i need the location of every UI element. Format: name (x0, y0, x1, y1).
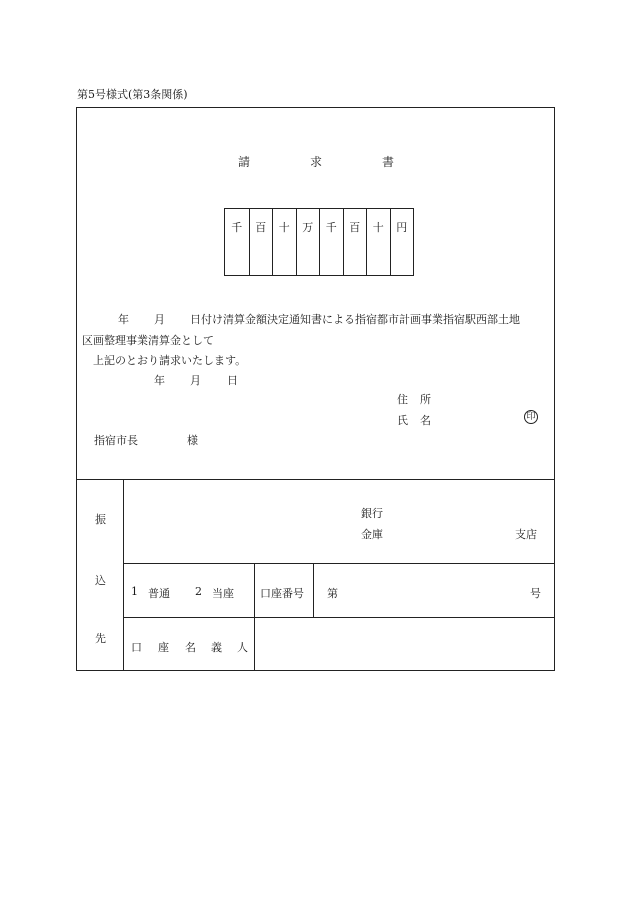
transfer-label-1: 振 (95, 513, 106, 526)
amount-cell-sen[interactable] (319, 209, 343, 275)
unit-label: 千 (231, 221, 243, 234)
section-divider (76, 479, 555, 480)
account-type-divider (254, 563, 255, 671)
form-number-label: 第5号様式(第3条関係) (77, 88, 188, 101)
holder-label-2: 座 (158, 641, 169, 654)
title-char-2: 求 (310, 155, 323, 169)
sign-date-year: 年 (154, 374, 165, 387)
amount-cell-sen-man[interactable] (225, 209, 249, 275)
name-label-1: 氏 (397, 414, 408, 427)
account-type-2-number: 2 (195, 585, 202, 598)
account-number-prefix: 第 (327, 587, 338, 600)
body-line-1: 日付け清算金額決定通知書による指宿都市計画事業指宿駅西部土地 (190, 313, 520, 326)
title-char-3: 書 (382, 155, 395, 169)
unit-label: 百 (255, 221, 267, 234)
holder-label-3: 名 (185, 641, 196, 654)
branch-label: 支店 (515, 528, 537, 541)
unit-label: 十 (278, 221, 290, 234)
address-label-2: 所 (420, 393, 431, 406)
account-holder-field[interactable] (256, 619, 553, 669)
transfer-label-2: 込 (95, 574, 106, 587)
unit-label: 百 (349, 221, 361, 234)
bank-row-divider-1 (123, 563, 555, 564)
amount-cell-en[interactable] (390, 209, 414, 275)
account-type-ordinary[interactable]: 普通 (148, 587, 170, 600)
amount-cell-juu-man[interactable] (272, 209, 296, 275)
title-char-1: 請 (238, 155, 251, 169)
notice-date-month: 月 (154, 313, 165, 326)
notice-date-year: 年 (118, 313, 129, 326)
seal-mark-icon: 印 (524, 410, 538, 424)
unit-label: 千 (325, 221, 337, 234)
unit-label: 円 (396, 221, 408, 234)
amount-grid (224, 208, 414, 276)
sign-date-month: 月 (190, 374, 201, 387)
bank-side-divider (123, 479, 124, 671)
addressee: 指宿市長 (94, 434, 138, 447)
unit-label: 万 (302, 221, 314, 234)
shinkin-label: 金庫 (361, 528, 383, 541)
body-line-3: 上記のとおり請求いたします。 (93, 354, 247, 367)
account-type-current[interactable]: 当座 (212, 587, 234, 600)
bank-label: 銀行 (361, 507, 383, 520)
amount-cell-hyaku-man[interactable] (249, 209, 273, 275)
holder-label-4: 義 (211, 641, 222, 654)
holder-label-5: 人 (237, 641, 248, 654)
unit-label: 十 (372, 221, 384, 234)
transfer-label-3: 先 (95, 632, 106, 645)
account-type-1-number: 1 (131, 585, 138, 598)
holder-label-1: 口 (131, 641, 142, 654)
name-label-2: 名 (420, 414, 431, 427)
address-label-1: 住 (397, 393, 408, 406)
bank-row-divider-2 (123, 617, 555, 618)
honorific: 様 (187, 434, 198, 447)
account-number-label: 口座番号 (260, 587, 304, 600)
body-line-2: 区画整理事業清算金として (82, 334, 214, 347)
amount-cell-man[interactable] (296, 209, 320, 275)
amount-cell-juu[interactable] (366, 209, 390, 275)
account-number-label-divider (313, 563, 314, 617)
account-number-suffix: 号 (530, 587, 541, 600)
sign-date-day: 日 (227, 374, 238, 387)
amount-cell-hyaku[interactable] (343, 209, 367, 275)
